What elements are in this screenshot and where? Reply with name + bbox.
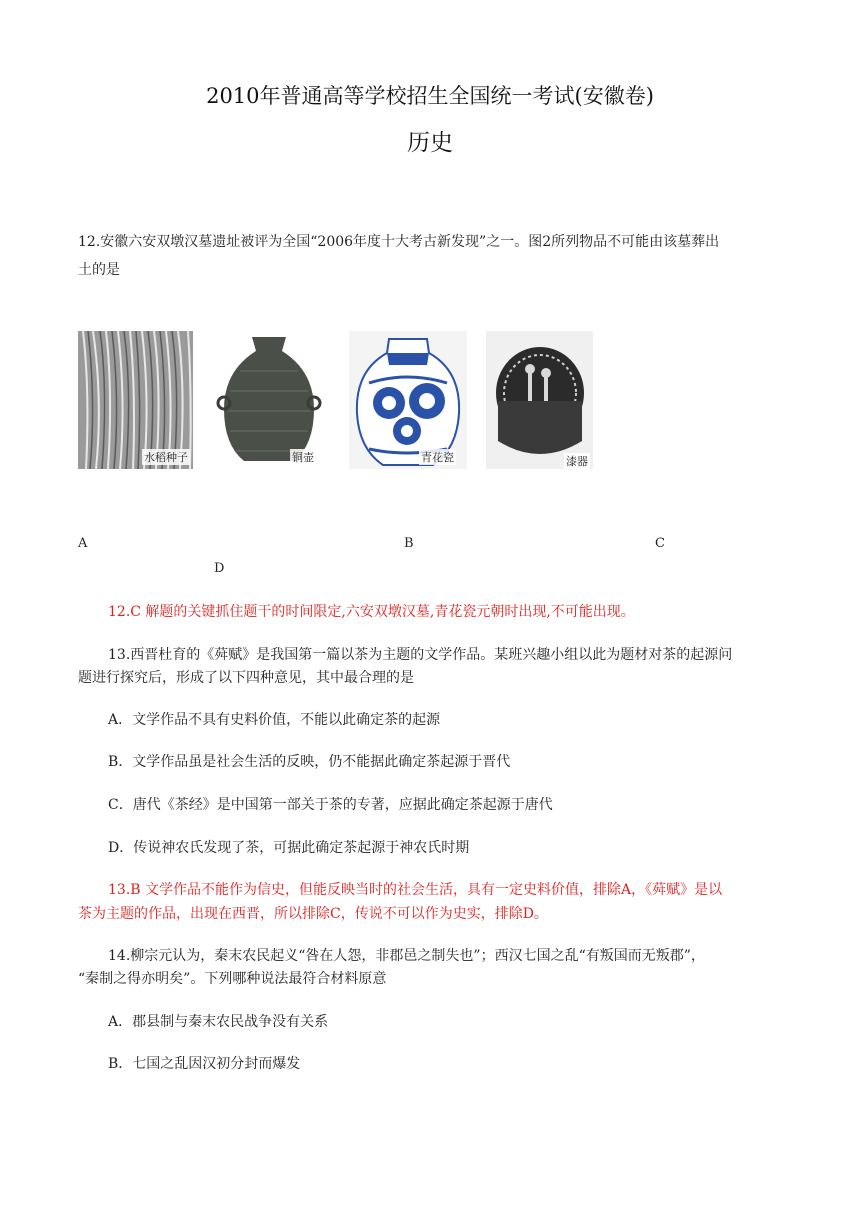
option-a-label: A bbox=[78, 536, 88, 551]
q13-option-c: C．唐代《茶经》是中国第一部关于茶的专著，应据此确定茶起源于唐代 bbox=[108, 797, 553, 813]
porcelain-caption: 青花瓷 bbox=[421, 451, 454, 464]
exam-title: 2010年普通高等学校招生全国统一考试(安徽卷) bbox=[206, 84, 654, 108]
subject-title: 历史 bbox=[407, 130, 453, 156]
q13-stem-line2: 题进行探究后，形成了以下四种意见，其中最合理的是 bbox=[78, 670, 414, 686]
rice-seeds-image bbox=[78, 331, 193, 469]
lacquerware-icon bbox=[486, 331, 593, 469]
q12-stem-line1: 12.安徽六安双墩汉墓遗址被评为全国“2006年度十大考古新发现”之一。图2所列物品不可能由该墓葬出 bbox=[78, 234, 720, 250]
q13-answer-line2: 茶为主题的作品，出现在西晋，所以排除C，传说不可以作为史实，排除D。 bbox=[78, 906, 548, 922]
lacquerware-image bbox=[486, 331, 593, 469]
q14-option-a: A．郡县制与秦末农民战争没有关系 bbox=[108, 1014, 329, 1030]
q13-answer-line1: 13.B 文学作品不能作为信史，但能反映当时的社会生活，具有一定史料价值，排除A，《荈赋》是以 bbox=[108, 882, 723, 898]
q14-option-b: B．七国之乱因汉初分封而爆发 bbox=[108, 1056, 301, 1072]
q13-option-a: A．文学作品不具有史料价值，不能以此确定茶的起源 bbox=[108, 712, 441, 728]
lacquerware-caption: 漆器 bbox=[566, 455, 588, 468]
q12-stem-line2: 土的是 bbox=[78, 262, 120, 278]
option-d-label: D bbox=[214, 561, 225, 576]
q14-stem-line2: “秦制之得亦明矣”。下列哪种说法最符合材料原意 bbox=[78, 971, 387, 987]
q13-option-d: D．传说神农氏发现了茶，可据此确定茶起源于神农氏时期 bbox=[108, 840, 470, 856]
option-c-label: C bbox=[655, 536, 665, 551]
q13-stem-line1: 13.西晋杜育的《荈赋》是我国第一篇以茶为主题的文学作品。某班兴趣小组以此为题材对茶的起源问 bbox=[108, 647, 733, 663]
bronze-pot-image bbox=[210, 331, 328, 469]
q12-answer: 12.C 解题的关键抓住题干的时间限定,六安双墩汉墓,青花瓷元朝时出现,不可能出现。 bbox=[108, 604, 635, 620]
q14-stem-line1: 14.柳宗元认为，秦末农民起义“咎在人怨，非郡邑之制失也”；西汉七国之乱“有叛国而无叛郡”， bbox=[108, 948, 705, 964]
bronze-pot-caption: 铜壶 bbox=[292, 451, 314, 464]
option-b-label: B bbox=[404, 536, 414, 551]
porcelain-image bbox=[349, 331, 467, 469]
rice-seeds-caption: 水稻种子 bbox=[144, 451, 188, 464]
q13-option-b: B．文学作品虽是社会生活的反映，仍不能据此确定茶起源于晋代 bbox=[108, 754, 511, 770]
